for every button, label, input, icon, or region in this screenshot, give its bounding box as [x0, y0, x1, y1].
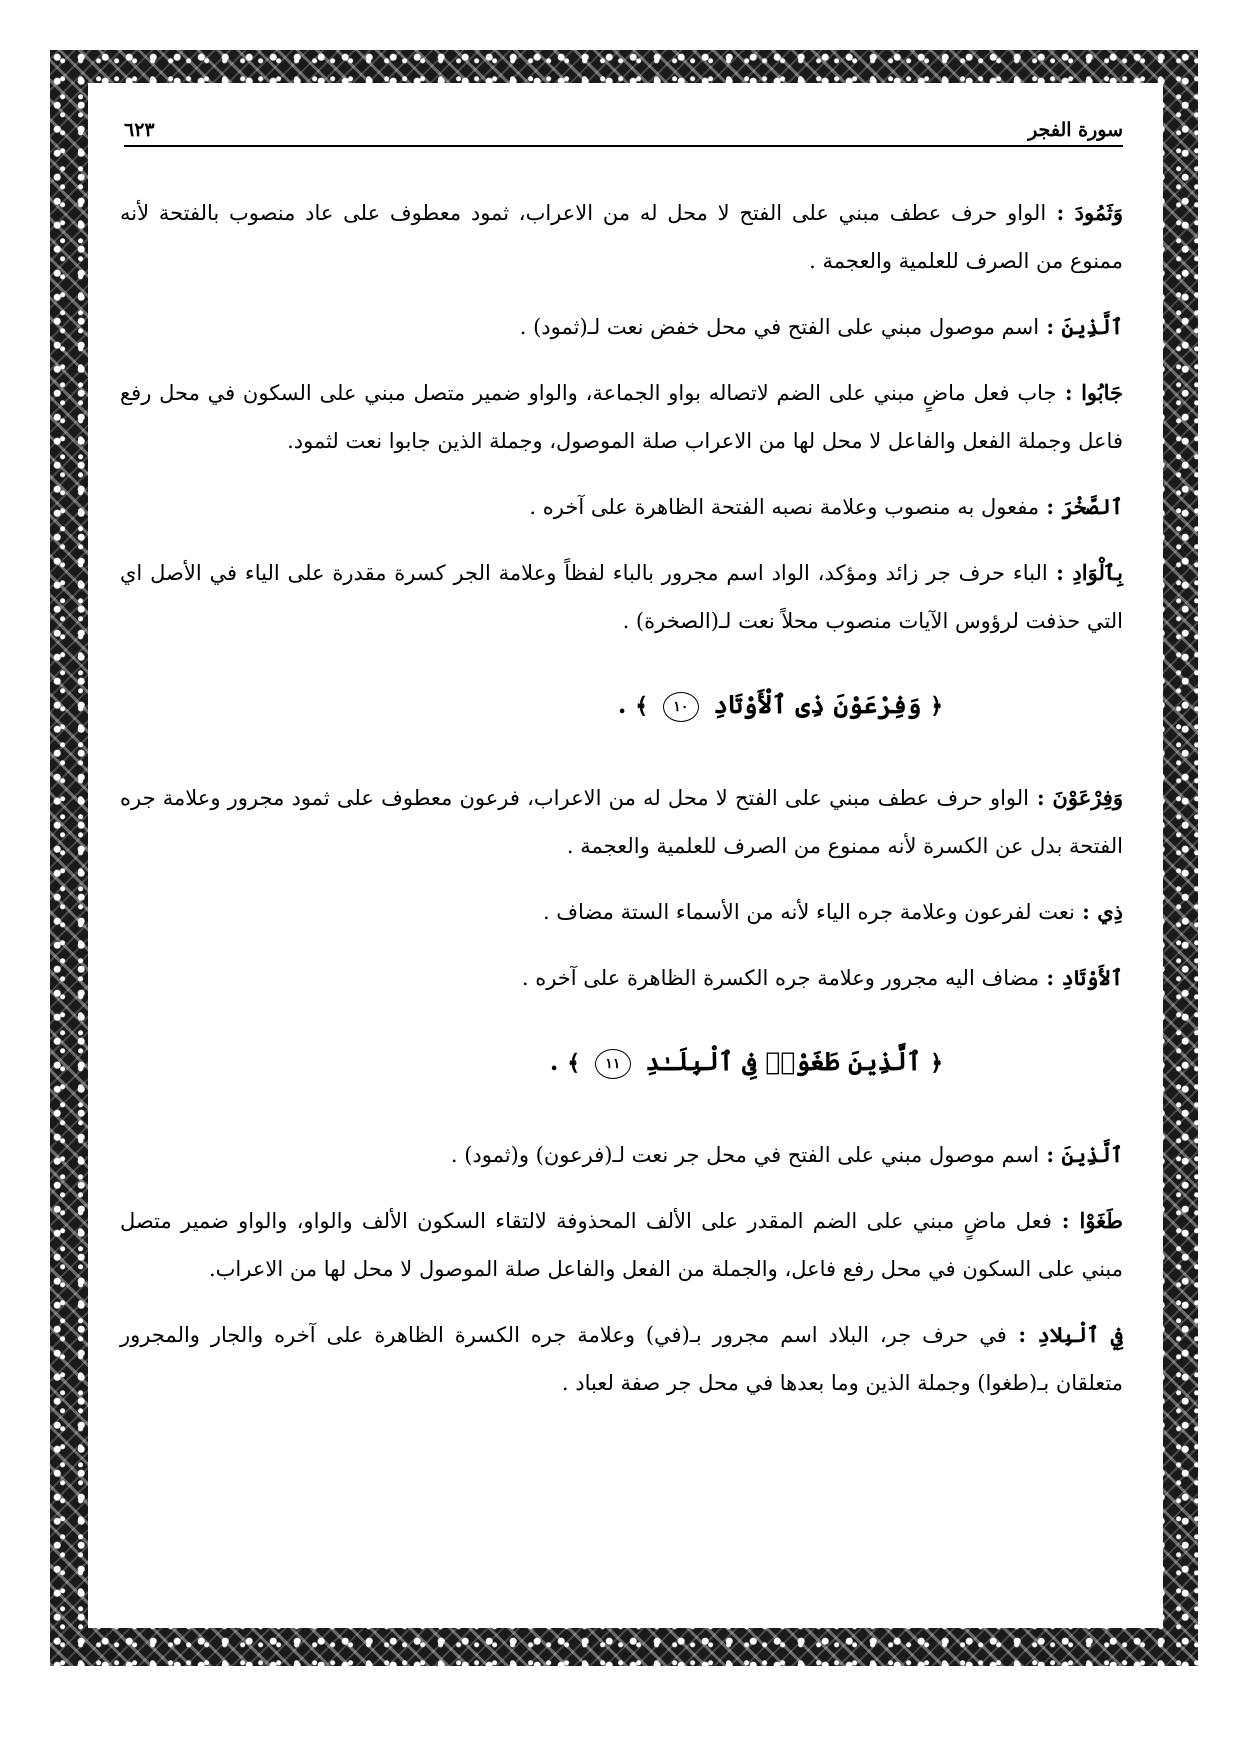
parsing-entry: ٱلَّذِينَ : اسم موصول مبني على الفتح في محل جر نعت لـ(فرعون) و(ثمود) .	[450, 1142, 1123, 1167]
entry-term: ذِي	[1097, 899, 1123, 924]
parsing-entry: فِي ٱلْبِلادِ : في حرف جر، البلاد اسم مجرور بـ(في) وعلامة جره الكسرة الظاهرة على آخره والجار والمجرور متعلقان بـ(طغوا) وجملة الذين وما بعدها في محل جر صفة لعباد .	[120, 1322, 1124, 1395]
parsing-entry: ٱلَّذِينَ : اسم موصول مبني على الفتح في محل خفض نعت لـ(ثمود) .	[519, 314, 1123, 339]
entry-text: جاب فعل ماضٍ مبني على الضم لاتصاله بواو الجماعة، والواو ضمير متصل مبني على السكون في محل رفع فاعل وجملة الفعل والفاعل لا محل لها من الاعراب صلة الموصول، وجملة الذين جابوا نعت لثمود.	[120, 381, 1123, 453]
quran-verse	[120, 1038, 1123, 1087]
entry-text: الواو حرف عطف مبني على الفتح لا محل له من الاعراب، ثمود معطوف على عاد منصوب بالفتحة لأنه ممنوع من الصرف للعلمية والعجمة .	[120, 201, 1123, 273]
entry-text: مفعول به منصوب وعلامة نصبه الفتحة الظاهرة على آخره .	[529, 495, 1040, 519]
entry-term: وَفِرْعَوْنَ	[1052, 785, 1123, 810]
page-header	[124, 105, 1123, 147]
entry-term: ٱلأَوْتَادِ	[1061, 965, 1123, 990]
parsing-entry: وَثَمُودَ : الواو حرف عطف مبني على الفتح لا محل له من الاعراب، ثمود معطوف على عاد منصوب بالفتحة لأنه ممنوع من الصرف للعلمية والعجمة .	[120, 200, 1123, 273]
page-number: ٦٢٣	[124, 119, 155, 141]
ornate-bracket-open: ﴿	[930, 1050, 943, 1076]
entry-text: نعت لفرعون وعلامة جره الياء لأنه من الأسماء الستة مضاف .	[542, 900, 1075, 924]
entry-text: مضاف اليه مجرور وعلامة جره الكسرة الظاهرة على آخره .	[521, 966, 1040, 990]
parsing-entry: جَابُوا : جاب فعل ماضٍ مبني على الضم لاتصاله بواو الجماعة، والواو ضمير متصل مبني على السكون في محل رفع فاعل وجملة الفعل والفاعل لا محل لها من الاعراب صلة الموصول، وجملة الذين جابوا نعت لثمود.	[120, 380, 1124, 453]
entry-term: وَثَمُودَ	[1074, 200, 1123, 225]
parsing-entry: ٱلأَوْتَادِ : مضاف اليه مجرور وعلامة جره الكسرة الظاهرة على آخره .	[521, 965, 1123, 990]
entry-text: في حرف جر، البلاد اسم مجرور بـ(في) وعلامة جره الكسرة الظاهرة على آخره والجار والمجرور متعلقان بـ(طغوا) وجملة الذين وما بعدها في محل جر صفة لعباد .	[120, 1323, 1123, 1395]
parsing-entry: طَغَوْا : فعل ماضٍ مبني على الضم المقدر على الألف المحذوفة لالتقاء السكون الألف والواو، والواو ضمير متصل مبني على السكون في محل رفع فاعل، والجملة من الفعل والفاعل صلة الموصول لا محل لها من الاعراب.	[120, 1208, 1124, 1281]
entry-term: بِٱلْوَادِ	[1072, 560, 1123, 585]
verse-text: ٱلَّذِينَ طَغَوْا۟ فِى ٱلْبِلَـٰدِ	[645, 1047, 922, 1076]
entry-text: اسم موصول مبني على الفتح في محل خفض نعت لـ(ثمود) .	[519, 315, 1040, 339]
entry-text: الباء حرف جر زائد ومؤكد، الواد اسم مجرور بالباء لفظاً وعلامة الجر كسرة مقدرة على الياء في الأصل اي التي حذفت لرؤوس الآيات منصوب محلاً نعت لـ(الصخرة) .	[120, 561, 1123, 633]
ayah-number-marker: ١٠	[663, 692, 699, 722]
verse-text: وَفِرْعَوْنَ ذِى ٱلْأَوْتَادِ	[713, 690, 922, 719]
quran-verse	[120, 681, 1123, 730]
verse-end: .	[617, 690, 627, 719]
ornate-bracket-open: ﴿	[930, 693, 943, 719]
entry-term: طَغَوْا	[1079, 1208, 1124, 1233]
entry-term: ٱلَّذِينَ	[1061, 1142, 1123, 1167]
entry-text: فعل ماضٍ مبني على الضم المقدر على الألف المحذوفة لالتقاء السكون الألف والواو، والواو ضمير متصل مبني على السكون في محل رفع فاعل، والجملة من الفعل والفاعل صلة الموصول لا محل لها من الاعراب.	[120, 1209, 1123, 1281]
ayah-number-marker: ١١	[595, 1049, 631, 1079]
parsing-entry: وَفِرْعَوْنَ : الواو حرف عطف مبني على الفتح لا محل له من الاعراب، فرعون معطوف على ثمود مجرور وعلامة جره الفتحة بدل عن الكسرة لأنه ممنوع من الصرف للعلمية والعجمة .	[120, 785, 1123, 858]
parsing-entry: ذِي : نعت لفرعون وعلامة جره الياء لأنه من الأسماء الستة مضاف .	[542, 899, 1123, 924]
page	[88, 83, 1163, 1628]
surah-title: سورة الفجر	[1028, 119, 1123, 141]
entry-text: اسم موصول مبني على الفتح في محل جر نعت لـ(فرعون) و(ثمود) .	[450, 1143, 1040, 1167]
entry-term: ٱلَّذِينَ	[1061, 314, 1123, 339]
parsing-entry: ٱلصَّخْرَ : مفعول به منصوب وعلامة نصبه الفتحة الظاهرة على آخره .	[529, 494, 1123, 519]
ornate-bracket-close: ﴾	[567, 1050, 581, 1076]
entry-term: ٱلصَّخْرَ	[1061, 494, 1123, 519]
parsing-entry: بِٱلْوَادِ : الباء حرف جر زائد ومؤكد، الواد اسم مجرور بالباء لفظاً وعلامة الجر كسرة مقدرة على الياء في الأصل اي التي حذفت لرؤوس الآيات منصوب محلاً نعت لـ(الصخرة) .	[120, 560, 1123, 633]
entry-term: جَابُوا	[1081, 380, 1124, 405]
ornate-bracket-close: ﴾	[635, 693, 649, 719]
entry-text: الواو حرف عطف مبني على الفتح لا محل له من الاعراب، فرعون معطوف على ثمود مجرور وعلامة جره الفتحة بدل عن الكسرة لأنه ممنوع من الصرف للعلمية والعجمة .	[120, 786, 1123, 858]
verse-end: .	[549, 1047, 559, 1076]
entry-term: فِي ٱلْبِلادِ	[1037, 1322, 1124, 1347]
page-body	[120, 189, 1123, 1425]
